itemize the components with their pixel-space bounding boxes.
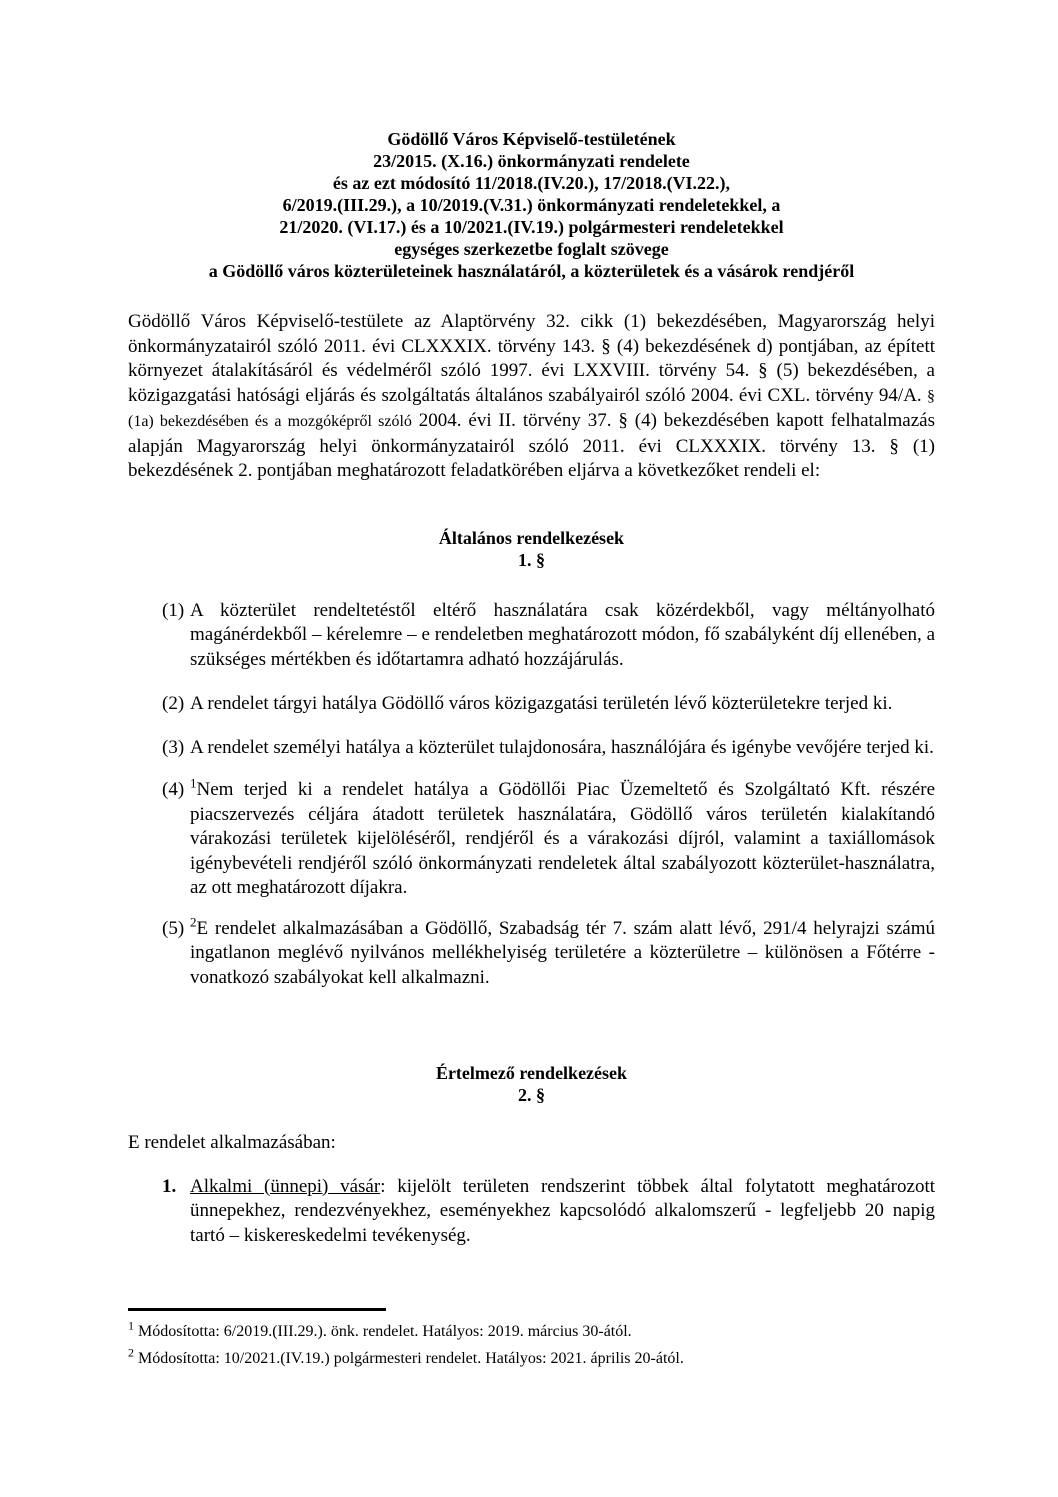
item-text — [190, 599, 935, 673]
item-text — [190, 1175, 935, 1249]
section2-heading-title: Értelmező rendelkezések — [435, 1063, 628, 1083]
item-text — [190, 692, 935, 717]
list-item-5 — [128, 914, 935, 991]
list-item-2 — [128, 692, 935, 717]
item-text-body: A rendelet személyi hatálya a közterület tulajdonosára, használójára és igénybe vevőjére terjed ki. — [190, 736, 934, 758]
item-text-body: Nem terjed ki a rendelet hatálya a Gödöllői Piac Üzemeltető és Szolgáltató Kft. részére piacszervezés céljára átadott területek használatára, Gödöllő város területén kialakítandó várakozási területek kijelöléséről, rendjéről és a várakozási díjról, valamint a taxiállomások igénybevételi rendjéről szóló önkormányzati rendeletek által szabályozott közterület-használatra, az ott meghatározott díjakra. — [190, 779, 935, 898]
section2-heading — [128, 1062, 935, 1106]
footnote-marker: 1 — [128, 1318, 134, 1333]
section2-heading-number: 2. § — [518, 1085, 545, 1105]
title-line: 6/2019.(III.29.), a 10/2019.(V.31.) önkormányzati rendeletekkel, a — [282, 195, 781, 215]
preamble-text: 2004. évi II. törvény 37. § (4) bekezdésében kapott felhatalmazás alapján Magyarország helyi önkormányzatairól szóló 2011. évi CLXXXIX. törvény 13. § (1) bekezdésének 2. pontjában meghatározott feladatkörében eljárva a következőket rendeli el: — [128, 410, 935, 481]
title-line: és az ezt módosító 11/2018.(IV.20.), 17/2018.(VI.22.), — [332, 173, 731, 193]
footnote-marker: 2 — [128, 1345, 134, 1360]
footnote-2 — [128, 1345, 935, 1372]
item-text — [190, 914, 935, 991]
preamble-amended-text: § (1a) bekezdésében és a mozgóképről szóló — [128, 387, 935, 430]
item-text — [190, 736, 935, 761]
item-text-body: A közterület rendeltetéstől eltérő használatára csak közérdekből, vagy méltányolható magánérdekből – kérelemre – e rendeletben meghatározott módon, fő szabályként díj ellenében, a szükséges mértékben és időtartamra adható hozzájárulás. — [190, 599, 935, 670]
item-marker: (3) — [162, 736, 185, 758]
preamble-text: Gödöllő Város Képviselő-testülete az Alaptörvény 32. cikk (1) bekezdésében, Magyarország helyi önkormányzatairól szóló 2011. évi CLXXXIX. törvény 143. § (4) bekezdésének d) pontjában, az épített környezet átalakításáról és védelméről szóló 1997. évi LXXVIII. törvény 54. § (5) bekezdésében, a közigazgatási hatósági eljárás és szolgáltatás általános szabályairól szóló 2004. évi CXL. törvény 94/A. — [128, 311, 935, 406]
title-line: 23/2015. (X.16.) önkormányzati rendelete — [373, 151, 690, 171]
section1-heading-number: 1. § — [518, 549, 545, 570]
footnote-reference-2: 2 — [190, 914, 197, 930]
footnote-1 — [128, 1318, 935, 1345]
title-line: 21/2020. (VI.17.) és a 10/2021.(IV.19.) polgármesteri rendeletekkel — [279, 217, 784, 237]
section1-heading-title: Általános rendelkezések — [438, 527, 625, 548]
title-line: a Gödöllő város közterületeinek használatáról, a közterületek és a vásárok rendjéről — [208, 261, 855, 281]
title-line: egységes szerkezetbe foglalt szövege — [394, 239, 669, 259]
item-text-body: E rendelet alkalmazásában a Gödöllő, Szabadság tér 7. szám alatt lévő, 291/4 helyrajzi számú ingatlanon meglévő nyilvános mellékhelyiség területére a közterületre – különösen a Főtérre - vonatkozó szabályokat kell alkalmazni. — [190, 917, 935, 988]
item-marker: 1. — [162, 1175, 177, 1197]
footnote-reference-1: 1 — [190, 775, 197, 791]
item-marker: (4) — [162, 779, 185, 800]
footnote-text: Módosította: 10/2021.(IV.19.) polgármesteri rendelet. Hatályos: 2021. április 20-ától. — [138, 1350, 684, 1367]
item-marker: (1) — [162, 599, 185, 621]
definition-body: : kijelölt területen rendszerint többek által folytatott meghatározott ünnepekhez, rendezvényekhez, eseményekhez kapcsolódó alkalomszerű - legfeljebb 20 napig tartó – kiskereskedelmi tevékenység. — [190, 1175, 935, 1246]
title-line: Gödöllő Város Képviselő-testületének — [387, 129, 676, 149]
definition-term: Alkalmi (ünnepi) vásár — [190, 1175, 381, 1197]
section2-lead: E rendelet alkalmazásában: — [128, 1132, 336, 1153]
document-title-block — [128, 128, 935, 282]
list-item-4 — [128, 775, 935, 901]
footnote-separator — [128, 1308, 386, 1311]
item-text — [190, 775, 935, 901]
item-marker: (5) — [162, 917, 185, 939]
preamble-paragraph — [128, 310, 935, 484]
item-text-body: A rendelet tárgyi hatálya Gödöllő város közigazgatási területén lévő közterületekre terjed ki. — [190, 693, 893, 714]
list-item-1 — [128, 599, 935, 673]
footnote-area — [128, 1308, 935, 1372]
section1-heading — [128, 527, 935, 571]
footnote-text: Módosította: 6/2019.(III.29.). önk. rendelet. Hatályos: 2019. március 30-ától. — [138, 1323, 632, 1340]
item-marker: (2) — [162, 693, 185, 714]
definition-item-1 — [128, 1175, 935, 1249]
list-item-3 — [128, 736, 935, 761]
